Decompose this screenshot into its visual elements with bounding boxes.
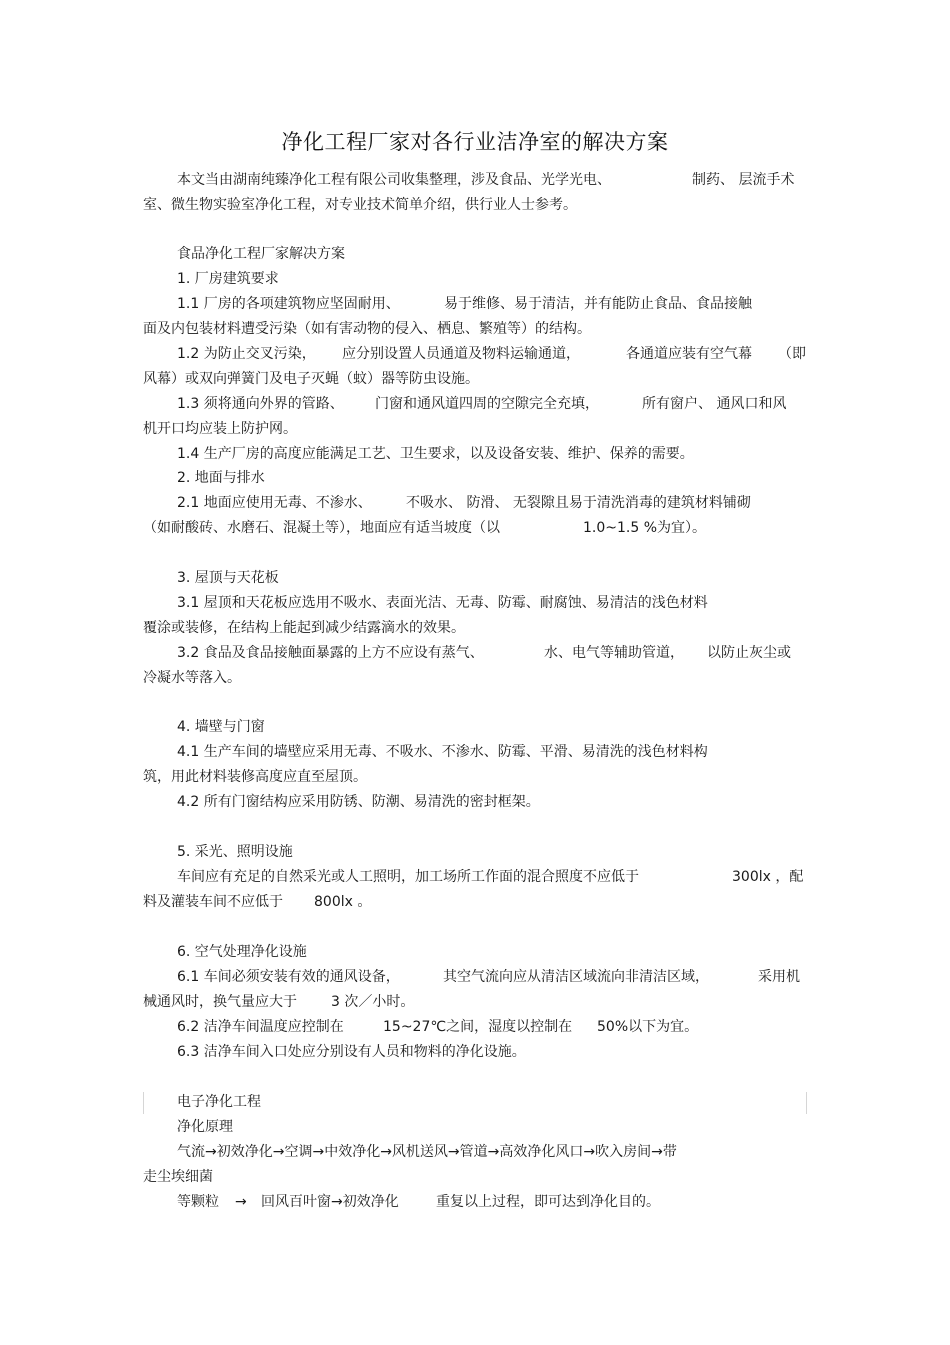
para-6-1d: 械通风时，换气量应大于 xyxy=(143,994,297,1010)
para-2-1b: 不吸水、 防滑、 无裂隙且易于清洗消毒的建筑材料铺砌 xyxy=(406,495,751,511)
intro-line-1a: 本文当由湖南纯臻净化工程有限公司收集整理，涉及食品、光学光电、 xyxy=(177,172,611,188)
para-1-2d: （即 xyxy=(778,346,806,362)
para-4-2: 4.2 所有门窗结构应采用防锈、防潮、易清洗的密封框架。 xyxy=(177,794,540,810)
divider-right xyxy=(806,1092,807,1114)
para-1-2a: 1.2 为防止交叉污染， xyxy=(177,346,316,362)
para-6-2c: 50%以下为宜。 xyxy=(597,1019,699,1035)
para-1-1b: 易于维修、易于清洁，并有能防止食品、食品接触 xyxy=(444,296,752,312)
para-1-2e: 风幕）或双向弹簧门及电子灭蝇（蚊）器等防虫设施。 xyxy=(143,371,479,387)
para-6-1a: 6.1 车间必须安装有效的通风设备， xyxy=(177,969,400,985)
flow-arrow: → xyxy=(235,1194,247,1210)
para-1-2c: 各通道应装有空气幕 xyxy=(626,346,752,362)
para-1-2b: 应分别设置人员通道及物料运输通道， xyxy=(342,346,580,362)
para-5c: 料及灌装车间不应低于 xyxy=(143,894,283,910)
para-1-3d: 机开口均应装上防护网。 xyxy=(143,421,297,437)
section-6-heading: 6. 空气处理净化设施 xyxy=(177,944,307,960)
para-3-2b: 水、电气等辅助管道， xyxy=(544,645,684,661)
para-2-1a: 2.1 地面应使用无毒、不渗水、 xyxy=(177,495,372,511)
flow-line-2: 走尘埃细菌 xyxy=(143,1169,213,1185)
section-2-heading: 2. 地面与排水 xyxy=(177,470,265,486)
para-3-1a: 3.1 屋顶和天花板应选用不吸水、表面光洁、无毒、防霉、耐腐蚀、易清洁的浅色材料 xyxy=(177,595,708,611)
intro-line-2: 室、微生物实验室净化工程，对专业技术简单介绍，供行业人士参考。 xyxy=(143,197,577,213)
para-1-3b: 门窗和通风道四周的空隙完全充填， xyxy=(375,396,599,412)
section-3-heading: 3. 屋顶与天花板 xyxy=(177,570,279,586)
para-1-1a: 1.1 厂房的各项建筑物应坚固耐用、 xyxy=(177,296,400,312)
divider-left xyxy=(143,1092,144,1114)
flow-line-3a: 等颗粒 xyxy=(177,1194,219,1210)
principle-heading: 净化原理 xyxy=(177,1119,233,1135)
para-6-3: 6.3 洁净车间入口处应分别设有人员和物料的净化设施。 xyxy=(177,1044,526,1060)
section-1-heading: 1. 厂房建筑要求 xyxy=(177,271,279,287)
intro-line-1b: 制药、 层流手术 xyxy=(692,172,795,188)
flow-line-3c: 回风百叶窗→初效净化 xyxy=(261,1194,399,1210)
para-6-1c: 采用机 xyxy=(758,969,800,985)
para-3-2d: 冷凝水等落入。 xyxy=(143,670,241,686)
para-6-2b: 15~27℃之间，湿度以控制在 xyxy=(383,1019,573,1035)
section-5-heading: 5. 采光、照明设施 xyxy=(177,844,293,860)
food-heading: 食品净化工程厂家解决方案 xyxy=(177,246,345,262)
para-6-2a: 6.2 洁净车间温度应控制在 xyxy=(177,1019,344,1035)
para-3-2a: 3.2 食品及食品接触面暴露的上方不应设有蒸气、 xyxy=(177,645,484,661)
para-6-1e: 3 次／小时。 xyxy=(331,994,415,1010)
para-2-1d: 1.0~1.5 %为宜）。 xyxy=(583,520,707,536)
electronic-heading: 电子净化工程 xyxy=(177,1094,261,1110)
para-4-1a: 4.1 生产车间的墙壁应采用无毒、不吸水、不渗水、防霉、平滑、易清洗的浅色材料构 xyxy=(177,744,708,760)
para-1-1c: 面及内包装材料遭受污染（如有害动物的侵入、栖息、繁殖等）的结构。 xyxy=(143,321,591,337)
para-1-3a: 1.3 须将通向外界的管路、 xyxy=(177,396,344,412)
para-1-3c: 所有窗户、 通风口和风 xyxy=(642,396,787,412)
para-5a: 车间应有充足的自然采光或人工照明，加工场所工作面的混合照度不应低于 xyxy=(177,869,639,885)
document-title: 净化工程厂家对各行业洁净室的解决方案 xyxy=(281,130,669,154)
para-4-1b: 筑，用此材料装修高度应直至屋顶。 xyxy=(143,769,367,785)
para-5b: 300lx ，配 xyxy=(732,869,804,885)
para-3-1b: 覆涂或装修，在结构上能起到减少结露滴水的效果。 xyxy=(143,620,465,636)
para-6-1b: 其空气流向应从清洁区域流向非清洁区域， xyxy=(443,969,709,985)
flow-line-3d: 重复以上过程，即可达到净化目的。 xyxy=(436,1194,660,1210)
para-3-2c: 以防止灰尘或 xyxy=(707,645,791,661)
flow-line-1: 气流→初效净化→空调→中效净化→风机送风→管道→高效净化风口→吹入房间→带 xyxy=(177,1144,677,1160)
para-5d: 800lx 。 xyxy=(314,894,372,910)
section-4-heading: 4. 墙壁与门窗 xyxy=(177,719,265,735)
para-1-4: 1.4 生产厂房的高度应能满足工艺、卫生要求，以及设备安装、维护、保养的需要。 xyxy=(177,446,694,462)
para-2-1c: （如耐酸砖、水磨石、混凝土等），地面应有适当坡度（以 xyxy=(143,520,500,536)
